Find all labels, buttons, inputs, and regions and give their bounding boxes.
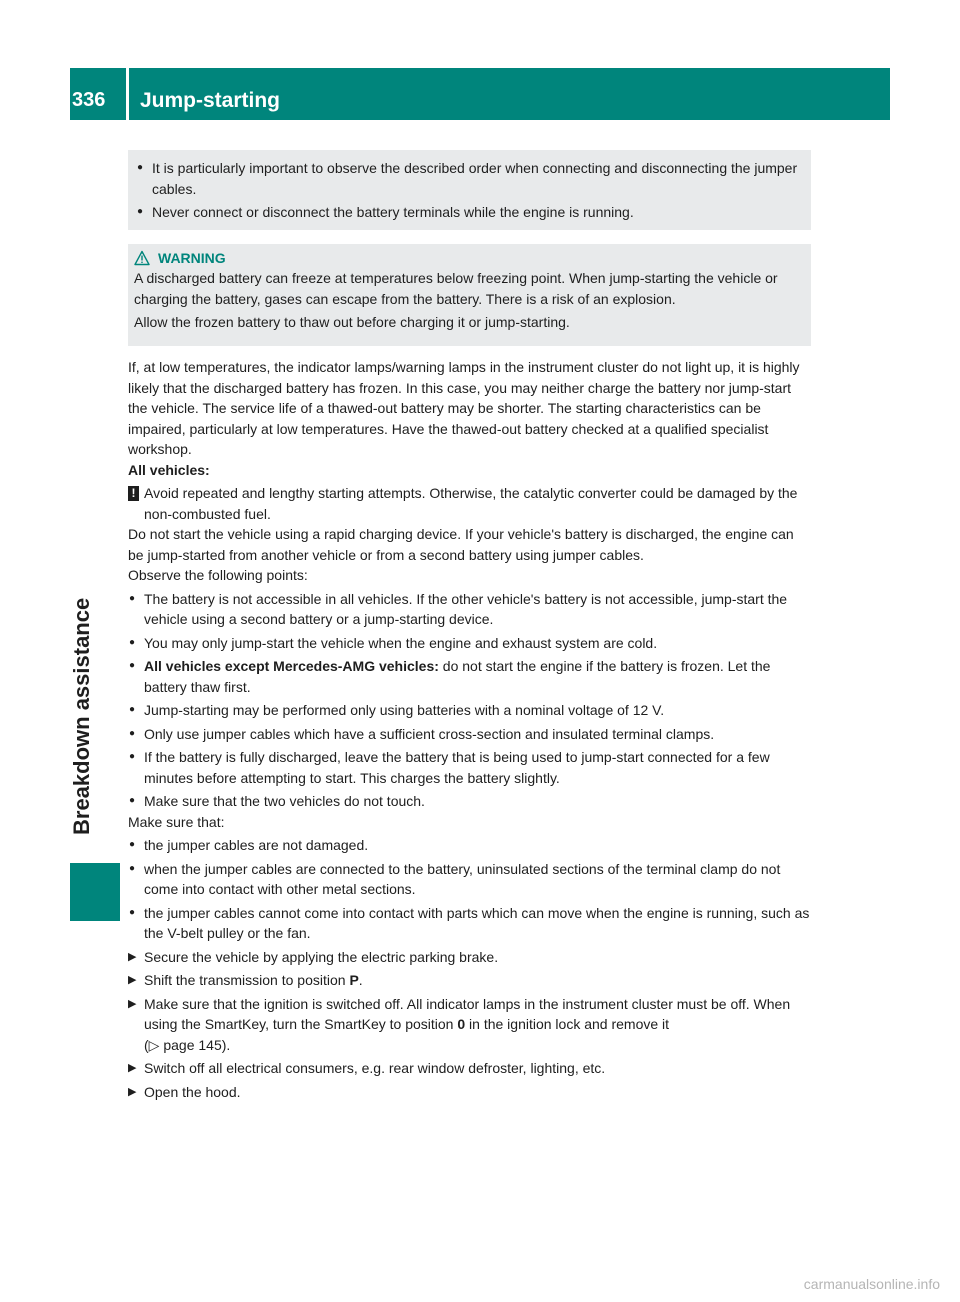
point-item-text: do not start the engine if the battery is frozen. Let the battery thaw first. (144, 658, 771, 695)
action-step (128, 994, 812, 1056)
action-step: ▶ Secure the vehicle by applying the electric parking brake. (128, 947, 812, 968)
point-item-bold: All vehicles except Mercedes-AMG vehicles: (144, 658, 439, 674)
watermark: carmanualsonline.info (803, 1276, 940, 1292)
warning-header (134, 250, 803, 266)
caution-note-text: Avoid repeated and lengthy starting attempts. Otherwise, the catalytic converter could be damaged by the non-combusted fuel. (144, 485, 798, 522)
point-item (128, 656, 812, 697)
warning-triangle-icon (134, 250, 150, 266)
notes-box (128, 150, 811, 230)
action-step-text: Shift the transmission to position (144, 972, 350, 988)
action-step: ▶ Open the hood. (128, 1082, 812, 1103)
point-item: ● You may only jump-start the vehicle when the engine and exhaust system are cold. (128, 633, 812, 654)
page-ref-open: ( (144, 1036, 149, 1053)
observe-paragraph: Observe the following points: (128, 567, 308, 583)
check-item: ● the jumper cables are not damaged. (128, 835, 812, 856)
action-step-text: in the ignition lock and remove it (465, 1016, 670, 1032)
notes-item: ● It is particularly important to observe the described order when connecting and disconnecting the jumper cables. (136, 158, 803, 199)
action-step: ▶ Switch off all electrical consumers, e.g. rear window defroster, lighting, etc. (128, 1058, 812, 1079)
point-item: ● The battery is not accessible in all vehicles. If the other vehicle's battery is not accessible, jump-start the vehicle using a second battery or a jump-starting device. (128, 589, 812, 630)
warning-paragraph: Allow the frozen battery to thaw out before charging it or jump-starting. (134, 314, 570, 330)
check-item: ● when the jumper cables are connected to the battery, uninsulated sections of the terminal clamp do not come into contact with other metal sections. (128, 859, 812, 900)
point-item: ● Make sure that the two vehicles do not touch. (128, 791, 812, 812)
point-item: ● If the battery is fully discharged, leave the battery that is being used to jump-start connected for a few minutes before attempting to start. This charges the battery slightly. (128, 747, 812, 788)
key-position: 0 (457, 1016, 466, 1032)
check-item: ● the jumper cables cannot come into contact with parts which can move when the engine is running, such as the V-belt pulley or the fan. (128, 903, 812, 944)
action-step-text: Make sure that the ignition is switched off. All indicator lamps in the instrument cluster must be off. When using the SmartKey, turn the SmartKey to position (144, 995, 791, 1032)
action-step (128, 970, 812, 991)
intro-paragraph: If, at low temperatures, the indicator lamps/warning lamps in the instrument cluster do not light up, it is highly likely that the discharged battery has frozen. In this case, you may neither charge the battery nor jump-start the vehicle. The service life of a thawed-out battery may be shorter. The starting characteristics can be impaired, particularly at low temperatures. Have the thawed-out battery checked at a qualified specialist workshop. (128, 359, 800, 457)
page-reference-link[interactable]: page 145). (159, 1036, 231, 1053)
main-text (128, 357, 812, 1102)
make-sure-paragraph: Make sure that: (128, 813, 225, 830)
page-number: 336 (72, 89, 106, 111)
notes-item: ● Never connect or disconnect the battery terminals while the engine is running. (136, 202, 803, 223)
caution-note-icon: ! (128, 486, 139, 501)
transmission-position: P (349, 972, 359, 988)
rapid-charging-paragraph: Do not start the vehicle using a rapid charging device. If your vehicle's battery is discharged, the engine can be jump-started from another vehicle or from a second battery using jumper cables. (128, 526, 794, 563)
section-title: Jump-starting (140, 89, 281, 112)
point-item: ● Only use jumper cables which have a sufficient cross-section and insulated terminal clamps. (128, 724, 812, 745)
point-item: ● Jump-starting may be performed only using batteries with a nominal voltage of 12 V. (128, 700, 812, 721)
caution-note (128, 483, 812, 524)
header-divider (126, 68, 129, 120)
warning-title: WARNING (158, 250, 226, 266)
action-step-text: . (358, 972, 363, 988)
side-section-label: Breakdown assistance (69, 597, 94, 835)
side-section-tab (70, 863, 120, 921)
page-ref-arrow-icon: ▷ (148, 1036, 160, 1053)
warning-box (128, 244, 811, 346)
all-vehicles-heading: All vehicles: (128, 461, 210, 478)
warning-paragraph: A discharged battery can freeze at temperatures below freezing point. When jump-starting the vehicle or charging the battery, gases can escape from the battery. There is a risk of an explosion. (134, 270, 778, 307)
